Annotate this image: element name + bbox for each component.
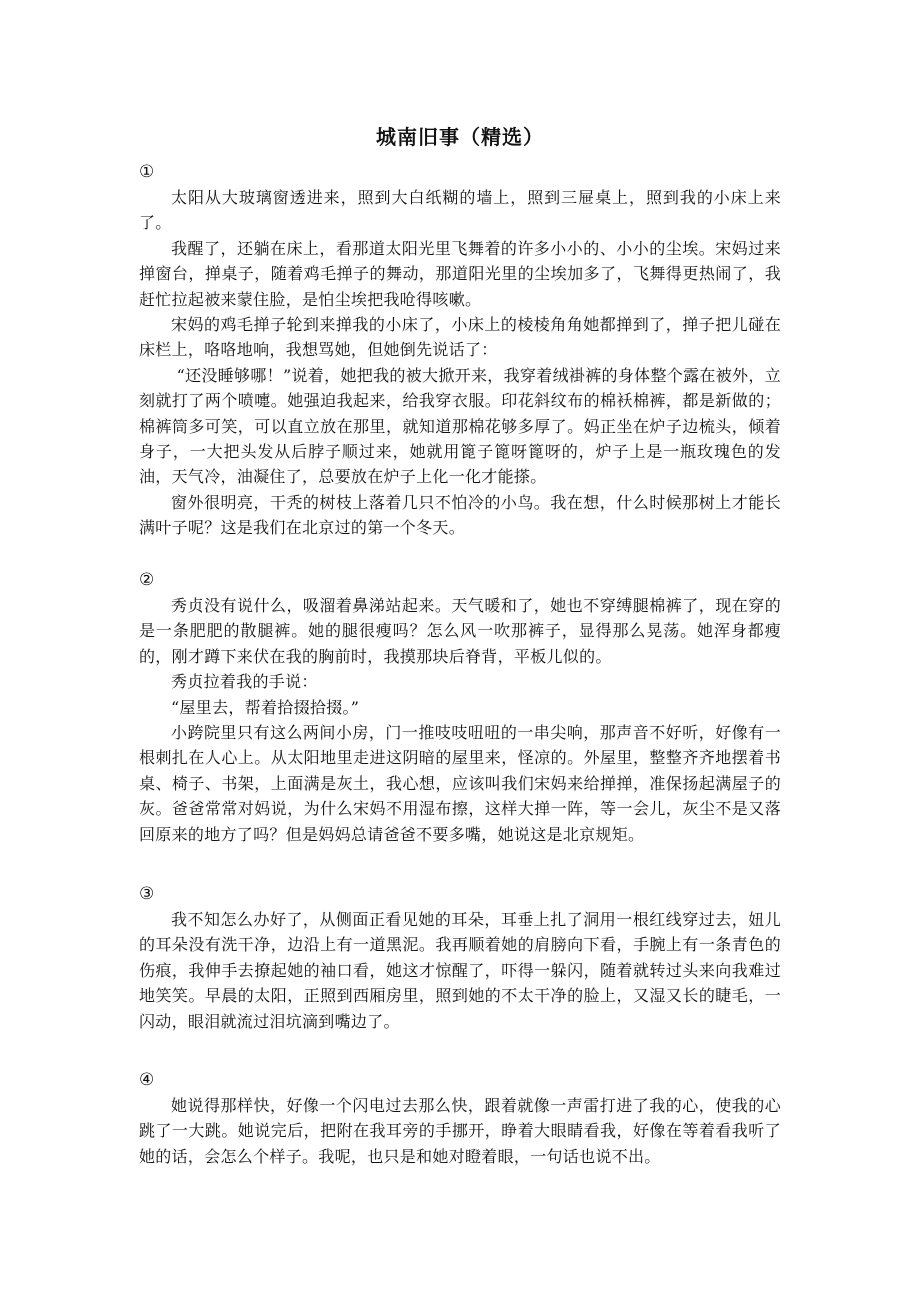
paragraph: 小跨院里只有这么两间小房，门一推吱吱吜吜的一串尖响，那声音不好听，好像有一根刺扎在人心上。从太阳地里走进这阴暗的屋里来，怪凉的。外屋里，整整齐齐地摆着书桌、椅子、书架，上面满是灰土，我心想，应该叫我们宋妈来给掸掸，准保扬起满屋子的灰。爸爸常常对妈说，为什么宋妈不用湿布擦，这样大掸一阵，等一会儿，灰尘不是又落回原来的地方了吗？但是妈妈总请爸爸不要多嘴，她说这是北京规矩。 <box>139 723 781 844</box>
paragraph: 窗外很明亮，干秃的树枝上落着几只不怕冷的小鸟。我在想，什么时候那树上才能长满叶子呢？这是我们在北京过的第一个冬天。 <box>139 492 781 538</box>
paragraph: 秀贞拉着我的手说： <box>171 672 318 692</box>
document-title: 城南旧事（精选） <box>376 125 544 149</box>
document-page <box>139 0 781 1302</box>
section-3 <box>139 882 781 1034</box>
section-4 <box>139 1068 781 1169</box>
section-2 <box>139 568 781 847</box>
paragraph: 秀贞没有说什么，吸溜着鼻涕站起来。天气暖和了，她也不穿缚腿棉裤了，现在穿的是一条肥肥的散腿裤。她的腿很瘦吗？怎么风一吹那裤子，显得那么晃荡。她浑身都瘦的，刚才蹲下来伏在我的胸前时，我摸那块后脊背，平板儿似的。 <box>139 596 781 666</box>
paragraph: 我醒了，还躺在床上，看那道太阳光里飞舞着的许多小小的、小小的尘埃。宋妈过来掸窗台，掸桌子，随着鸡毛掸子的舞动，那道阳光里的尘埃加多了，飞舞得更热闹了，我赶忙拉起被来蒙住脸，是怕尘埃把我呛得咳嗽。 <box>139 238 781 309</box>
section-marker: ② <box>139 570 155 590</box>
section-marker: ③ <box>139 884 155 904</box>
section-marker: ④ <box>139 1070 155 1090</box>
paragraph: “屋里去，帮着拾掇拾掇。” <box>171 697 360 717</box>
paragraph: 太阳从大玻璃窗透进来，照到大白纸糊的墙上，照到三屉桌上，照到我的小床上来了。 <box>139 188 781 233</box>
section-1 <box>139 160 781 541</box>
paragraph: “还没睡够哪！”说着，她把我的被大掀开来，我穿着绒褂裤的身体整个露在被外，立刻就打了两个喷嚏。她强迫我起来，给我穿衣服。印花斜纹布的棉袄棉裤，都是新做的；棉裤筒多可笑，可以直立放在那里，就知道那棉花够多厚了。妈正坐在炉子边梳头，倾着身子，一大把头发从后脖子顺过来，她就用篦子篦呀篦呀的，炉子上是一瓶玫瑰色的发油，天气冷，油凝住了，总要放在炉子上化一化才能搽。 <box>139 365 781 487</box>
paragraph: 她说得那样快，好像一个闪电过去那么快，跟着就像一声雷打进了我的心，使我的心跳了一大跳。她说完后，把附在我耳旁的手挪开，睁着大眼睛看我，好像在等着看我听了她的话，会怎么个样子。我呢，也只是和她对瞪着眼，一句话也说不出。 <box>139 1096 781 1166</box>
section-marker: ① <box>139 162 155 182</box>
paragraph: 宋妈的鸡毛掸子轮到来掸我的小床了，小床上的棱棱角角她都掸到了，掸子把儿碰在床栏上，咯咯地响，我想骂她，但她倒先说话了： <box>139 315 781 360</box>
paragraph: 我不知怎么办好了，从侧面正看见她的耳朵，耳垂上扎了洞用一根红线穿过去，妞儿的耳朵没有洗干净，边沿上有一道黑泥。我再顺着她的肩膀向下看，手腕上有一条青色的伤痕，我伸手去撩起她的袖口看，她这才惊醒了，吓得一躲闪，随着就转过头来向我难过地笑笑。早晨的太阳，正照到西厢房里，照到她的不太干净的脸上，又湿又长的睫毛，一闪动，眼泪就流过泪坑滴到嘴边了。 <box>139 910 781 1031</box>
